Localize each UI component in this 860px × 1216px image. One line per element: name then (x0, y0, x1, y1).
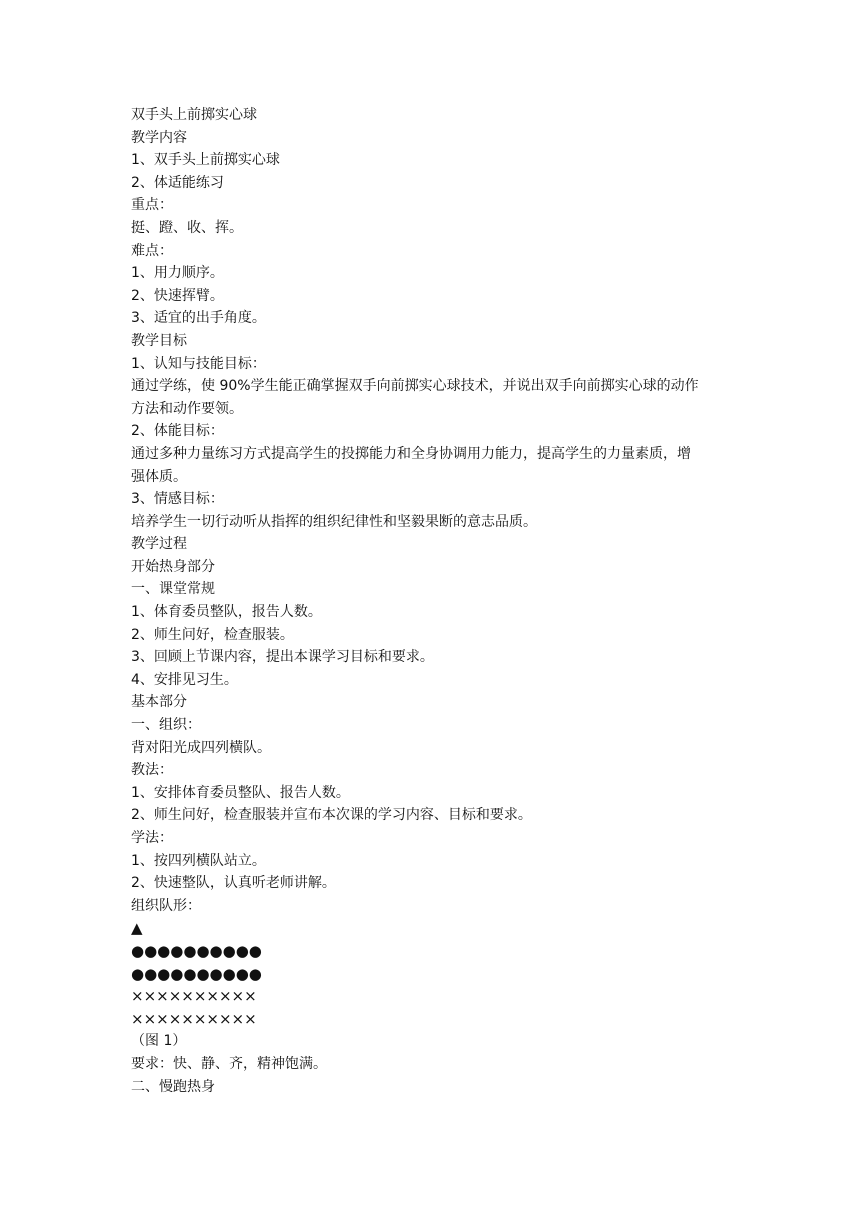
text-line: 一、课堂常规 (131, 581, 215, 598)
text-line: 难点： (131, 242, 173, 259)
text-line: 强体质。 (131, 468, 187, 485)
text-line: 要求：快、静、齐，精神饱满。 (131, 1055, 327, 1072)
text-line: 教学过程 (131, 536, 187, 553)
text-line: 教学目标 (131, 332, 187, 349)
document-body (131, 104, 741, 1098)
text-line: 一、组织： (131, 717, 201, 734)
text-line: 重点： (131, 197, 173, 214)
text-line: 3、情感目标： (131, 491, 224, 508)
text-line: 2、师生问好，检查服装。 (131, 626, 294, 643)
document-tail-lines (131, 1030, 741, 1098)
text-line: 背对阳光成四列横队。 (131, 739, 271, 756)
text-line: 1、用力顺序。 (131, 265, 224, 282)
text-line: 教法： (131, 762, 173, 779)
text-line: 1、体育委员整队，报告人数。 (131, 604, 322, 621)
formation-row: ●●●●●●●●●● (131, 964, 262, 983)
formation-diagram (131, 917, 741, 1030)
text-line: 挺、蹬、收、挥。 (131, 219, 243, 236)
text-line: 4、安排见习生。 (131, 671, 238, 688)
text-line: 方法和动作要领。 (131, 400, 243, 417)
text-line: 二、慢跑热身 (131, 1078, 215, 1095)
text-line: 2、师生问好，检查服装并宣布本次课的学习内容、目标和要求。 (131, 807, 532, 824)
text-line: 1、按四列横队站立。 (131, 852, 266, 869)
text-line: 1、认知与技能目标： (131, 355, 266, 372)
text-line: 培养学生一切行动听从指挥的组织纪律性和坚毅果断的意志品质。 (131, 513, 537, 530)
text-line: 3、回顾上节课内容，提出本课学习目标和要求。 (131, 649, 434, 666)
text-line: 组织队形： (131, 897, 201, 914)
formation-row: ×××××××××× (131, 1009, 257, 1028)
document-text-lines (131, 104, 741, 917)
text-line: 2、快速整队，认真听老师讲解。 (131, 875, 336, 892)
text-line: 学法： (131, 830, 173, 846)
text-line: （图 1） (131, 1033, 187, 1050)
text-line: 通过多种力量练习方式提高学生的投掷能力和全身协调用力能力，提高学生的力量素质，增 (131, 445, 691, 462)
formation-row: ×××××××××× (131, 987, 257, 1006)
text-line: 教学内容 (131, 129, 187, 146)
text-line: 2、体能目标： (131, 423, 224, 440)
text-line: 双手头上前掷实心球 (131, 107, 257, 123)
text-line: 1、双手头上前掷实心球 (131, 152, 280, 169)
formation-row: ▲ (131, 919, 143, 938)
text-line: 3、适宜的出手角度。 (131, 310, 266, 327)
text-line: 通过学练，使 90%学生能正确掌握双手向前掷实心球技术，并说出双手向前掷实心球的动作 (131, 378, 699, 395)
formation-row: ●●●●●●●●●● (131, 941, 262, 960)
text-line: 2、快速挥臂。 (131, 287, 224, 304)
text-line: 基本部分 (131, 694, 187, 711)
text-line: 开始热身部分 (131, 558, 215, 575)
text-line: 2、体适能练习 (131, 174, 224, 191)
text-line: 1、安排体育委员整队、报告人数。 (131, 784, 350, 801)
